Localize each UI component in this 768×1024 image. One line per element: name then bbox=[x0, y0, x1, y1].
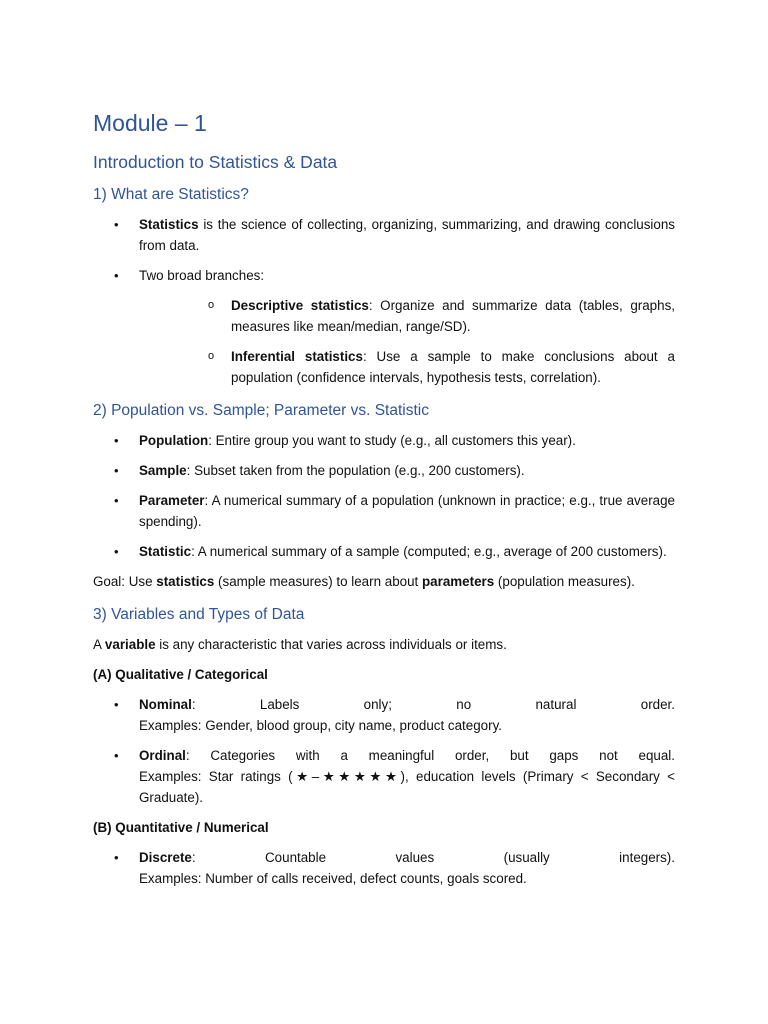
list-item-branches: • Two broad branches: o Descriptive statistics: Organize and summarize data (tables, graphs, measures like mean/median, range/SD). o Inferential statistics: Use a sample to make conclusions about a population (confidence intervals, hypothesis tests, correlation). bbox=[93, 265, 675, 388]
list-item-ordinal bbox=[93, 745, 675, 808]
list-item-nominal bbox=[93, 694, 675, 736]
branches-sublist bbox=[139, 295, 675, 388]
qualitative-list bbox=[93, 694, 675, 808]
list-item-sample: • Sample: Subset taken from the population (e.g., 200 customers). bbox=[93, 460, 675, 481]
goal-paragraph: Goal: Use statistics (sample measures) to learn about parameters (population measures). bbox=[93, 574, 635, 589]
list-item-statistics: • Statistics is the science of collecting, organizing, summarizing, and drawing conclusions from data. bbox=[93, 214, 675, 256]
ordinal-examples: Examples: Star ratings (★–★★★★★), education levels (Primary < Secondary < Graduate). bbox=[139, 769, 675, 805]
qualitative-heading: (A) Qualitative / Categorical bbox=[93, 667, 268, 682]
discrete-line: • Discrete: Countable values (usually integers). bbox=[139, 850, 675, 865]
section-1-heading: 1) What are Statistics? bbox=[93, 186, 249, 203]
section-2-heading: 2) Population vs. Sample; Parameter vs. Statistic bbox=[93, 402, 429, 419]
ordinal-line: • Ordinal: Categories with a meaningful order, but gaps not equal. bbox=[139, 748, 675, 763]
nominal-examples: Examples: Gender, blood group, city name, product category. bbox=[139, 718, 502, 733]
module-subtitle: Introduction to Statistics & Data bbox=[93, 152, 338, 172]
section-1-list bbox=[93, 214, 675, 388]
quantitative-list bbox=[93, 847, 675, 889]
document-body bbox=[93, 108, 675, 898]
list-item-statistic: • Statistic: A numerical summary of a sample (computed; e.g., average of 200 customers). bbox=[93, 541, 675, 562]
discrete-examples: Examples: Number of calls received, defect counts, goals scored. bbox=[139, 871, 527, 886]
list-item-discrete bbox=[93, 847, 675, 889]
module-title: Module – 1 bbox=[93, 110, 207, 136]
quantitative-heading: (B) Quantitative / Numerical bbox=[93, 820, 269, 835]
variable-definition: A variable is any characteristic that varies across individuals or items. bbox=[93, 637, 507, 652]
sublist-item-inferential: o Inferential statistics: Use a sample to make conclusions about a population (confidence intervals, hypothesis tests, correlation). bbox=[139, 346, 675, 388]
sublist-item-descriptive: o Descriptive statistics: Organize and summarize data (tables, graphs, measures like mean/median, range/SD). bbox=[139, 295, 675, 337]
nominal-line: • Nominal: Labels only; no natural order. bbox=[139, 697, 675, 712]
section-3-heading: 3) Variables and Types of Data bbox=[93, 606, 305, 623]
list-item-parameter: • Parameter: A numerical summary of a population (unknown in practice; e.g., true average spending). bbox=[93, 490, 675, 532]
section-2-list bbox=[93, 430, 675, 562]
list-item-population: • Population: Entire group you want to study (e.g., all customers this year). bbox=[93, 430, 675, 451]
